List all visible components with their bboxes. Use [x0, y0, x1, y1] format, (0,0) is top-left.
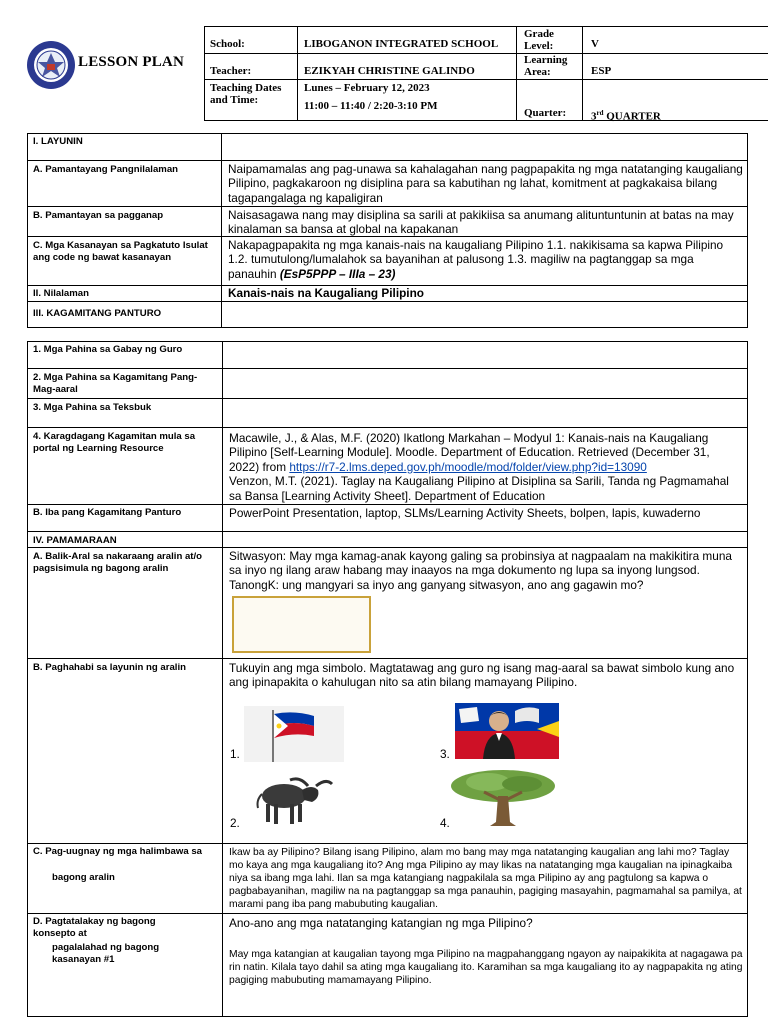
paghahabi-text: Tukuyin ang mga simbolo. Magtatawag ang guro ng isang mag-aaral sa bawat simbolo kung ano ang ipinapakita o kahulugan nito sa atin bilang mamayang Pilipino. — [229, 661, 735, 690]
teacher-value: EZIKYAH CHRISTINE GALINDO — [304, 65, 475, 77]
row-divider — [27, 427, 748, 428]
pag-uugnay-text: Ikaw ba ay Pilipino? Bilang isang Pilipino, alam mo bang may mga natatanging kaugalian ang lahi mo? Taglay mo kaya ang mga kaugaliang ito? Ang mga Pilipino ay may likas na natatanging mga kaugalian na ipinagkaiba niya sa ibang mga lahi. Ilan sa mga katangiang nagpakilala sa mga Pilipino ay ang pagtulong sa kapwa o pagbabayanihan, magiliw na na pagtanggap sa mga panauhin, pagiging masayahin, pagmamahal sa pamilya, at marami pang iba pang mabubuting kaugalian. — [229, 847, 742, 910]
kasanayan-text: Nakapagpapakita ng mga kanais-nais na kaugaliang Pilipino 1.1. nakikisama sa kapwa Pilipino 1.2. tumutulong/lumalahok sa bayanihan at palusong 1.3. magiliw na pagtanggap sa mga panauhin (EsP5PPP – IIIa – 23) — [228, 238, 724, 281]
teksbuk-label: 3. Mga Pahina sa Teksbuk — [33, 402, 152, 413]
quarter-value: 3rd QUARTER — [591, 109, 661, 123]
row-divider — [27, 504, 748, 505]
symbol-number-4: 4. — [440, 816, 450, 830]
grade-label: Grade Level: — [524, 28, 554, 52]
pag-uugnay-label-2: bagong aralin — [52, 872, 115, 883]
area-value: ESP — [591, 65, 612, 77]
iba-pang-kagamitan-label: B. Iba pang Kagamitang Panturo — [33, 507, 182, 518]
balik-aral-text: Sitwasyon: May mga kamag-anak kayong galing sa probinsiya at nagpaalam na makikitira muna sa inyo ng ilang araw habang may inaayos na mga dokumento ng lupa sa inyong lungsod. TanongK: ung mangyari sa inyo ang ganyang sitwasyon, ano ang gagawin mo? — [229, 549, 732, 592]
symbol-number-3: 3. — [440, 747, 450, 761]
gabay-guro-label: 1. Mga Pahina sa Gabay ng Guro — [33, 344, 183, 355]
carabao-icon — [250, 770, 334, 828]
row-divider — [27, 398, 748, 399]
teacher-label: Teacher: — [210, 65, 252, 77]
school-label: School: — [210, 38, 245, 50]
pagtatalakay-question: Ano-ano ang mga natatanging katangian ng mga Pilipino? — [229, 916, 533, 930]
pamantayang-label: A. Pamantayang Pangnilalaman — [33, 164, 179, 175]
row-divider — [27, 531, 748, 532]
lesson-plan-title: LESSON PLAN — [78, 54, 184, 70]
kagamitang-mag-aaral-label: 2. Mga Pahina sa Kagamitang Pang-Mag-aaral — [33, 372, 198, 395]
learning-resource-label: 4. Karagdagang Kagamitan mula sa portal ng Learning Resource — [33, 431, 196, 454]
quarter-label: Quarter: — [524, 107, 567, 119]
deped-seal-icon — [26, 40, 76, 90]
dates-line1: Lunes – February 12, 2023 — [304, 82, 430, 94]
symbol-number-1: 1. — [230, 747, 240, 761]
row-divider — [27, 547, 748, 548]
pamantayang-text: Naipamamalas ang pag-unawa sa kahalagahan nang pagpapakita ng mga natatanging kaugaliang Pilipino, pagkakaroon ng disiplina para sa kabutihan ng lahat, komitment at pagkakaisa bilang tagapangalaga ng kapaligiran — [228, 162, 743, 205]
nilalaman-text: Kanais-nais na Kaugaliang Pilipino — [228, 286, 424, 300]
paghahabi-label: B. Paghahabi sa layunin ng aralin — [33, 662, 187, 673]
nilalaman-label: II. Nilalaman — [33, 288, 89, 299]
pagtatalakay-text: May mga katangian at kaugalian tayong mga Pilipino na magpahanggang ngayon ay naipakikita at nagagawa pa rin natin. Kilala tayo dahil sa ating mga kaugaliang ito. Karamihan sa mga kaugaliang ito ay nagpapakita ng ating pagiging mabubuting mamamayang Pilipino. — [229, 949, 743, 986]
pagtatalakay-label-1: D. Pagtatalakay ng bagong konsepto at — [33, 916, 156, 939]
header-divider — [516, 26, 517, 121]
pagtatalakay-label-2: pagalalahad ng bagong kasanayan #1 — [52, 942, 160, 965]
pagganap-text: Naisasagawa nang may disiplina sa sarili at pakikiisa sa anumang alituntuntunin at batas na may kinalaman sa bansa at global na kapakanan — [228, 208, 734, 237]
row-divider — [27, 301, 748, 302]
header-divider — [582, 26, 583, 121]
kagamitan-label: III. KAGAMITANG PANTURO — [33, 308, 162, 319]
area-label: Learning Area: — [524, 54, 568, 78]
pag-uugnay-label-1: C. Pag-uugnay ng mga halimbawa sa — [33, 846, 202, 857]
rizal-flag-icon — [455, 703, 559, 759]
header-divider — [204, 53, 768, 54]
narra-tree-icon — [448, 766, 558, 828]
col-divider — [221, 133, 222, 328]
header-divider — [204, 79, 768, 80]
symbol-number-2: 2. — [230, 816, 240, 830]
grade-value: V — [591, 38, 599, 50]
iba-pang-kagamitan-text: PowerPoint Presentation, laptop, SLMs/Learning Activity Sheets, bolpen, lapis, kuwaderno — [229, 506, 701, 520]
header-divider — [297, 26, 298, 121]
row-divider — [27, 206, 748, 207]
balik-aral-label: A. Balik-Aral sa nakaraang aralin at/o pagsisimula ng bagong aralin — [33, 551, 203, 574]
school-value: LIBOGANON INTEGRATED SCHOOL — [304, 38, 499, 50]
kasanayan-label: C. Mga Kasanayan sa Pagkatuto Isulat ang code ng bawat kasanayan — [33, 240, 208, 263]
learning-resource-text: Macawile, J., & Alas, M.F. (2020) Ikatlong Markahan – Modyul 1: Kanais-nais na Kaugaliang Pilipino [Self-Learning Module]. Moodle. Department of Education. Retrieved (December 31, 2022) from https://r7-2.lms.deped.gov.ph/moodle/mod/folder/view.php?id=13090 Venzon, M.T. (2021). Taglay na Kaugaliang Pilipino at Disiplina sa Sarili, Tanda ng Pagmamahal sa Bansa [Learning Activity Sheet]. Department of Education — [229, 431, 729, 503]
row-divider — [27, 160, 748, 161]
row-divider — [27, 843, 748, 844]
row-divider — [27, 658, 748, 659]
col-divider — [222, 341, 223, 1017]
layunin-heading: I. LAYUNIN — [33, 136, 83, 147]
row-divider — [27, 913, 748, 914]
pamamaraan-heading: IV. PAMAMARAAN — [33, 535, 117, 546]
pagganap-label: B. Pamantayan sa pagganap — [33, 210, 164, 221]
row-divider — [27, 368, 748, 369]
dates-line2: 11:00 – 11:40 / 2:20-3:10 PM — [304, 100, 438, 112]
dates-label: Teaching Dates and Time: — [210, 82, 282, 106]
lms-link[interactable]: https://r7-2.lms.deped.gov.ph/moodle/mod/folder/view.php?id=13090 — [289, 459, 647, 474]
situation-image-placeholder — [232, 596, 371, 653]
philippine-flag-icon — [244, 706, 344, 762]
